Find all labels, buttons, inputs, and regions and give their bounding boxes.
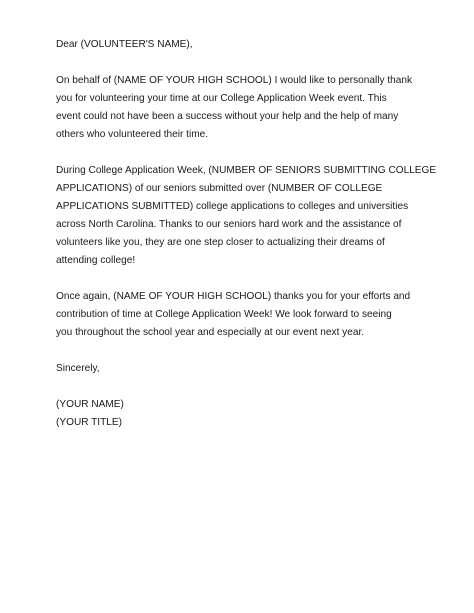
paragraph-line: attending college!	[56, 255, 136, 266]
paragraph-thanks	[56, 72, 436, 144]
paragraph-line: across North Carolina. Thanks to our seniors hard work and the assistance of	[56, 219, 402, 230]
salutation: Dear (VOLUNTEER'S NAME),	[56, 39, 193, 50]
paragraph-line: you throughout the school year and especially at our event next year.	[56, 327, 365, 338]
signature-name: (YOUR NAME)	[56, 399, 124, 410]
paragraph-spacer	[56, 378, 436, 396]
paragraph-closing	[56, 288, 436, 342]
paragraph-line: others who volunteered their time.	[56, 129, 209, 140]
letter-body	[56, 36, 436, 432]
paragraph-spacer	[56, 54, 436, 72]
paragraph-results	[56, 162, 436, 270]
closing: Sincerely,	[56, 363, 100, 374]
paragraph-line: During College Application Week, (NUMBER OF SENIORS SUBMITTING COLLEGE	[56, 165, 437, 176]
paragraph-spacer	[56, 342, 436, 360]
paragraph-spacer	[56, 270, 436, 288]
paragraph-line: APPLICATIONS) of our seniors submitted over (NUMBER OF COLLEGE	[56, 183, 383, 194]
signature-title: (YOUR TITLE)	[56, 417, 122, 428]
paragraph-line: you for volunteering your time at our College Application Week event. This	[56, 93, 387, 104]
paragraph-line: Once again, (NAME OF YOUR HIGH SCHOOL) thanks you for your efforts and	[56, 291, 411, 302]
paragraph-line: contribution of time at College Application Week! We look forward to seeing	[56, 309, 392, 320]
paragraph-line: On behalf of (NAME OF YOUR HIGH SCHOOL) I would like to personally thank	[56, 75, 413, 86]
paragraph-spacer	[56, 144, 436, 162]
paragraph-line: APPLICATIONS SUBMITTED) college applications to colleges and universities	[56, 201, 409, 212]
paragraph-line: event could not have been a success without your help and the help of many	[56, 111, 399, 122]
paragraph-line: volunteers like you, they are one step closer to actualizing their dreams of	[56, 237, 385, 248]
